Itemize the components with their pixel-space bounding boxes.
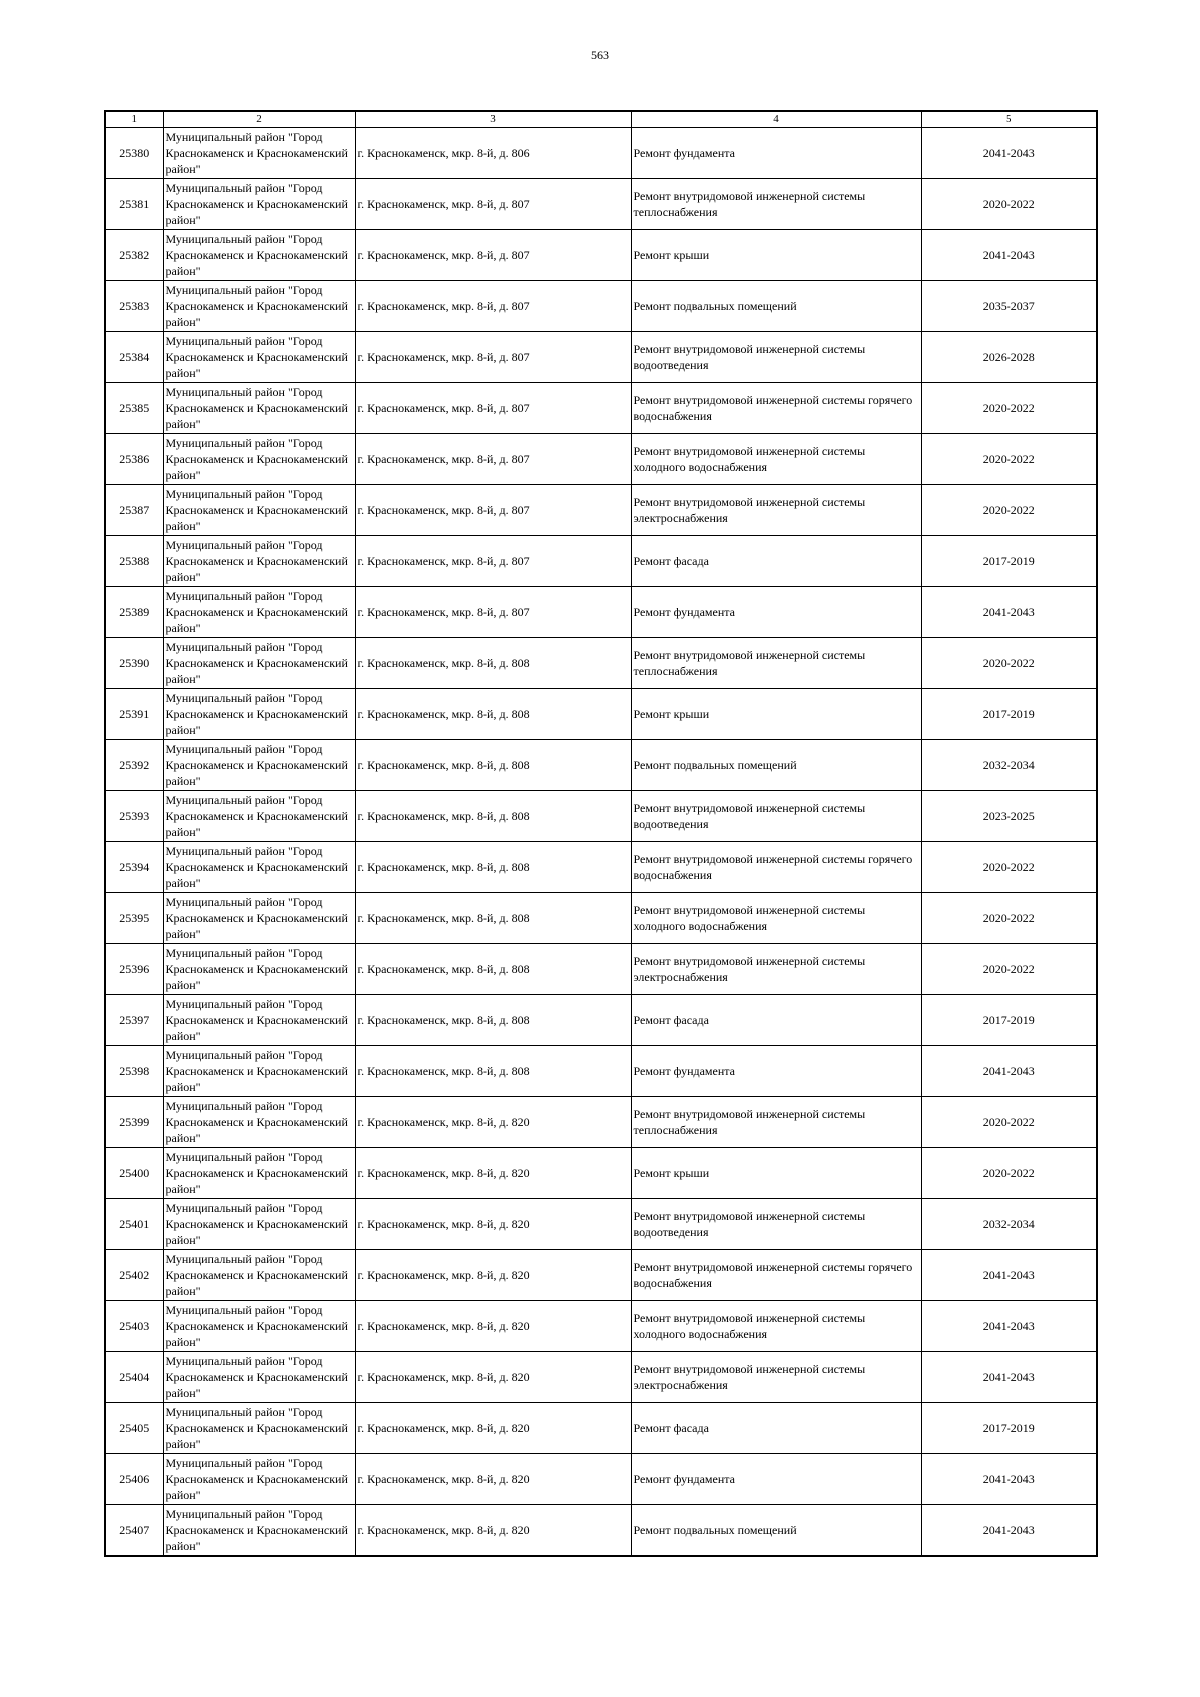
period-cell: 2020-2022 xyxy=(921,179,1097,230)
row-number-cell: 25406 xyxy=(105,1454,163,1505)
table-row xyxy=(105,1505,1097,1556)
work-type-cell: Ремонт внутридомовой инженерной системы теплоснабжения xyxy=(631,179,921,230)
repair-schedule-table xyxy=(104,110,1098,1557)
municipality-cell: Муниципальный район "Город Краснокаменск и Краснокаменский район" xyxy=(163,383,355,434)
row-number-cell: 25387 xyxy=(105,485,163,536)
row-number-cell: 25400 xyxy=(105,1148,163,1199)
work-type-cell: Ремонт крыши xyxy=(631,230,921,281)
header-cell: 5 xyxy=(921,111,1097,128)
row-number-cell: 25399 xyxy=(105,1097,163,1148)
table-row xyxy=(105,944,1097,995)
header-cell: 4 xyxy=(631,111,921,128)
address-cell: г. Краснокаменск, мкр. 8-й, д. 808 xyxy=(355,893,631,944)
row-number-cell: 25402 xyxy=(105,1250,163,1301)
row-number-cell: 25407 xyxy=(105,1505,163,1556)
municipality-cell: Муниципальный район "Город Краснокаменск и Краснокаменский район" xyxy=(163,230,355,281)
period-cell: 2041-2043 xyxy=(921,128,1097,179)
table-row xyxy=(105,1301,1097,1352)
row-number-cell: 25394 xyxy=(105,842,163,893)
row-number-cell: 25397 xyxy=(105,995,163,1046)
period-cell: 2020-2022 xyxy=(921,485,1097,536)
period-cell: 2020-2022 xyxy=(921,842,1097,893)
table-row xyxy=(105,689,1097,740)
work-type-cell: Ремонт внутридомовой инженерной системы водоотведения xyxy=(631,791,921,842)
address-cell: г. Краснокаменск, мкр. 8-й, д. 807 xyxy=(355,179,631,230)
work-type-cell: Ремонт крыши xyxy=(631,1148,921,1199)
table-row xyxy=(105,230,1097,281)
municipality-cell: Муниципальный район "Город Краснокаменск и Краснокаменский район" xyxy=(163,1097,355,1148)
work-type-cell: Ремонт крыши xyxy=(631,689,921,740)
address-cell: г. Краснокаменск, мкр. 8-й, д. 820 xyxy=(355,1250,631,1301)
address-cell: г. Краснокаменск, мкр. 8-й, д. 807 xyxy=(355,536,631,587)
work-type-cell: Ремонт внутридомовой инженерной системы электроснабжения xyxy=(631,944,921,995)
table-row xyxy=(105,1454,1097,1505)
municipality-cell: Муниципальный район "Город Краснокаменск и Краснокаменский район" xyxy=(163,740,355,791)
table-row xyxy=(105,332,1097,383)
municipality-cell: Муниципальный район "Город Краснокаменск и Краснокаменский район" xyxy=(163,1250,355,1301)
work-type-cell: Ремонт фундамента xyxy=(631,1454,921,1505)
municipality-cell: Муниципальный район "Город Краснокаменск и Краснокаменский район" xyxy=(163,944,355,995)
municipality-cell: Муниципальный район "Город Краснокаменск и Краснокаменский район" xyxy=(163,1352,355,1403)
work-type-cell: Ремонт подвальных помещений xyxy=(631,1505,921,1556)
table-row xyxy=(105,1352,1097,1403)
table-body xyxy=(105,128,1097,1556)
work-type-cell: Ремонт внутридомовой инженерной системы горячего водоснабжения xyxy=(631,383,921,434)
table-row xyxy=(105,383,1097,434)
work-type-cell: Ремонт внутридомовой инженерной системы холодного водоснабжения xyxy=(631,434,921,485)
period-cell: 2026-2028 xyxy=(921,332,1097,383)
municipality-cell: Муниципальный район "Город Краснокаменск и Краснокаменский район" xyxy=(163,128,355,179)
work-type-cell: Ремонт фасада xyxy=(631,1403,921,1454)
table-row xyxy=(105,791,1097,842)
table-row xyxy=(105,1097,1097,1148)
address-cell: г. Краснокаменск, мкр. 8-й, д. 807 xyxy=(355,485,631,536)
address-cell: г. Краснокаменск, мкр. 8-й, д. 820 xyxy=(355,1454,631,1505)
address-cell: г. Краснокаменск, мкр. 8-й, д. 807 xyxy=(355,434,631,485)
header-cell: 3 xyxy=(355,111,631,128)
table-row xyxy=(105,587,1097,638)
address-cell: г. Краснокаменск, мкр. 8-й, д. 808 xyxy=(355,944,631,995)
municipality-cell: Муниципальный район "Город Краснокаменск и Краснокаменский район" xyxy=(163,995,355,1046)
period-cell: 2041-2043 xyxy=(921,1301,1097,1352)
table-row xyxy=(105,485,1097,536)
work-type-cell: Ремонт внутридомовой инженерной системы электроснабжения xyxy=(631,485,921,536)
row-number-cell: 25404 xyxy=(105,1352,163,1403)
header-row xyxy=(105,111,1097,128)
address-cell: г. Краснокаменск, мкр. 8-й, д. 807 xyxy=(355,383,631,434)
table-row xyxy=(105,128,1097,179)
row-number-cell: 25395 xyxy=(105,893,163,944)
period-cell: 2020-2022 xyxy=(921,944,1097,995)
row-number-cell: 25398 xyxy=(105,1046,163,1097)
period-cell: 2035-2037 xyxy=(921,281,1097,332)
row-number-cell: 25393 xyxy=(105,791,163,842)
municipality-cell: Муниципальный район "Город Краснокаменск и Краснокаменский район" xyxy=(163,1403,355,1454)
table-row xyxy=(105,893,1097,944)
period-cell: 2041-2043 xyxy=(921,1454,1097,1505)
address-cell: г. Краснокаменск, мкр. 8-й, д. 808 xyxy=(355,638,631,689)
period-cell: 2032-2034 xyxy=(921,1199,1097,1250)
period-cell: 2041-2043 xyxy=(921,1505,1097,1556)
table-row xyxy=(105,179,1097,230)
address-cell: г. Краснокаменск, мкр. 8-й, д. 820 xyxy=(355,1199,631,1250)
work-type-cell: Ремонт фасада xyxy=(631,536,921,587)
row-number-cell: 25382 xyxy=(105,230,163,281)
address-cell: г. Краснокаменск, мкр. 8-й, д. 808 xyxy=(355,995,631,1046)
row-number-cell: 25380 xyxy=(105,128,163,179)
period-cell: 2041-2043 xyxy=(921,230,1097,281)
address-cell: г. Краснокаменск, мкр. 8-й, д. 808 xyxy=(355,791,631,842)
address-cell: г. Краснокаменск, мкр. 8-й, д. 808 xyxy=(355,842,631,893)
period-cell: 2017-2019 xyxy=(921,995,1097,1046)
table-row xyxy=(105,434,1097,485)
table-row xyxy=(105,1199,1097,1250)
table-row xyxy=(105,536,1097,587)
work-type-cell: Ремонт внутридомовой инженерной системы электроснабжения xyxy=(631,1352,921,1403)
work-type-cell: Ремонт внутридомовой инженерной системы холодного водоснабжения xyxy=(631,893,921,944)
period-cell: 2017-2019 xyxy=(921,536,1097,587)
row-number-cell: 25391 xyxy=(105,689,163,740)
address-cell: г. Краснокаменск, мкр. 8-й, д. 807 xyxy=(355,281,631,332)
period-cell: 2041-2043 xyxy=(921,1046,1097,1097)
municipality-cell: Муниципальный район "Город Краснокаменск и Краснокаменский район" xyxy=(163,1454,355,1505)
work-type-cell: Ремонт внутридомовой инженерной системы теплоснабжения xyxy=(631,1097,921,1148)
row-number-cell: 25389 xyxy=(105,587,163,638)
period-cell: 2017-2019 xyxy=(921,689,1097,740)
address-cell: г. Краснокаменск, мкр. 8-й, д. 808 xyxy=(355,689,631,740)
municipality-cell: Муниципальный район "Город Краснокаменск и Краснокаменский район" xyxy=(163,281,355,332)
municipality-cell: Муниципальный район "Город Краснокаменск и Краснокаменский район" xyxy=(163,1148,355,1199)
municipality-cell: Муниципальный район "Город Краснокаменск и Краснокаменский район" xyxy=(163,536,355,587)
table-row xyxy=(105,995,1097,1046)
municipality-cell: Муниципальный район "Город Краснокаменск и Краснокаменский район" xyxy=(163,485,355,536)
work-type-cell: Ремонт внутридомовой инженерной системы теплоснабжения xyxy=(631,638,921,689)
period-cell: 2020-2022 xyxy=(921,434,1097,485)
period-cell: 2041-2043 xyxy=(921,1352,1097,1403)
table-row xyxy=(105,638,1097,689)
municipality-cell: Муниципальный район "Город Краснокаменск и Краснокаменский район" xyxy=(163,689,355,740)
address-cell: г. Краснокаменск, мкр. 8-й, д. 808 xyxy=(355,1046,631,1097)
row-number-cell: 25386 xyxy=(105,434,163,485)
table-row xyxy=(105,1403,1097,1454)
municipality-cell: Муниципальный район "Город Краснокаменск и Краснокаменский район" xyxy=(163,587,355,638)
municipality-cell: Муниципальный район "Город Краснокаменск и Краснокаменский район" xyxy=(163,179,355,230)
period-cell: 2041-2043 xyxy=(921,587,1097,638)
work-type-cell: Ремонт фасада xyxy=(631,995,921,1046)
address-cell: г. Краснокаменск, мкр. 8-й, д. 820 xyxy=(355,1097,631,1148)
address-cell: г. Краснокаменск, мкр. 8-й, д. 807 xyxy=(355,332,631,383)
municipality-cell: Муниципальный район "Город Краснокаменск и Краснокаменский район" xyxy=(163,1301,355,1352)
work-type-cell: Ремонт подвальных помещений xyxy=(631,740,921,791)
municipality-cell: Муниципальный район "Город Краснокаменск и Краснокаменский район" xyxy=(163,893,355,944)
work-type-cell: Ремонт фундамента xyxy=(631,587,921,638)
page-number: 563 xyxy=(591,48,609,62)
row-number-cell: 25385 xyxy=(105,383,163,434)
row-number-cell: 25396 xyxy=(105,944,163,995)
address-cell: г. Краснокаменск, мкр. 8-й, д. 820 xyxy=(355,1505,631,1556)
work-type-cell: Ремонт внутридомовой инженерной системы горячего водоснабжения xyxy=(631,842,921,893)
row-number-cell: 25384 xyxy=(105,332,163,383)
municipality-cell: Муниципальный район "Город Краснокаменск и Краснокаменский район" xyxy=(163,842,355,893)
address-cell: г. Краснокаменск, мкр. 8-й, д. 808 xyxy=(355,740,631,791)
table-row xyxy=(105,842,1097,893)
address-cell: г. Краснокаменск, мкр. 8-й, д. 807 xyxy=(355,587,631,638)
address-cell: г. Краснокаменск, мкр. 8-й, д. 820 xyxy=(355,1301,631,1352)
period-cell: 2020-2022 xyxy=(921,1148,1097,1199)
address-cell: г. Краснокаменск, мкр. 8-й, д. 820 xyxy=(355,1403,631,1454)
municipality-cell: Муниципальный район "Город Краснокаменск и Краснокаменский район" xyxy=(163,1199,355,1250)
period-cell: 2020-2022 xyxy=(921,893,1097,944)
address-cell: г. Краснокаменск, мкр. 8-й, д. 807 xyxy=(355,230,631,281)
table-row xyxy=(105,1250,1097,1301)
period-cell: 2023-2025 xyxy=(921,791,1097,842)
table-row xyxy=(105,740,1097,791)
period-cell: 2020-2022 xyxy=(921,638,1097,689)
row-number-cell: 25383 xyxy=(105,281,163,332)
row-number-cell: 25392 xyxy=(105,740,163,791)
work-type-cell: Ремонт подвальных помещений xyxy=(631,281,921,332)
header-cell: 2 xyxy=(163,111,355,128)
work-type-cell: Ремонт внутридомовой инженерной системы холодного водоснабжения xyxy=(631,1301,921,1352)
work-type-cell: Ремонт фундамента xyxy=(631,128,921,179)
table-row xyxy=(105,1148,1097,1199)
row-number-cell: 25390 xyxy=(105,638,163,689)
row-number-cell: 25405 xyxy=(105,1403,163,1454)
work-type-cell: Ремонт внутридомовой инженерной системы водоотведения xyxy=(631,1199,921,1250)
period-cell: 2032-2034 xyxy=(921,740,1097,791)
work-type-cell: Ремонт внутридомовой инженерной системы водоотведения xyxy=(631,332,921,383)
row-number-cell: 25403 xyxy=(105,1301,163,1352)
address-cell: г. Краснокаменск, мкр. 8-й, д. 820 xyxy=(355,1352,631,1403)
row-number-cell: 25401 xyxy=(105,1199,163,1250)
table-row xyxy=(105,281,1097,332)
header-cell: 1 xyxy=(105,111,163,128)
municipality-cell: Муниципальный район "Город Краснокаменск и Краснокаменский район" xyxy=(163,791,355,842)
work-type-cell: Ремонт внутридомовой инженерной системы горячего водоснабжения xyxy=(631,1250,921,1301)
work-type-cell: Ремонт фундамента xyxy=(631,1046,921,1097)
table-row xyxy=(105,1046,1097,1097)
period-cell: 2041-2043 xyxy=(921,1250,1097,1301)
period-cell: 2020-2022 xyxy=(921,1097,1097,1148)
municipality-cell: Муниципальный район "Город Краснокаменск и Краснокаменский район" xyxy=(163,332,355,383)
period-cell: 2017-2019 xyxy=(921,1403,1097,1454)
address-cell: г. Краснокаменск, мкр. 8-й, д. 806 xyxy=(355,128,631,179)
address-cell: г. Краснокаменск, мкр. 8-й, д. 820 xyxy=(355,1148,631,1199)
row-number-cell: 25388 xyxy=(105,536,163,587)
municipality-cell: Муниципальный район "Город Краснокаменск и Краснокаменский район" xyxy=(163,1505,355,1556)
row-number-cell: 25381 xyxy=(105,179,163,230)
period-cell: 2020-2022 xyxy=(921,383,1097,434)
municipality-cell: Муниципальный район "Город Краснокаменск и Краснокаменский район" xyxy=(163,434,355,485)
municipality-cell: Муниципальный район "Город Краснокаменск и Краснокаменский район" xyxy=(163,638,355,689)
municipality-cell: Муниципальный район "Город Краснокаменск и Краснокаменский район" xyxy=(163,1046,355,1097)
